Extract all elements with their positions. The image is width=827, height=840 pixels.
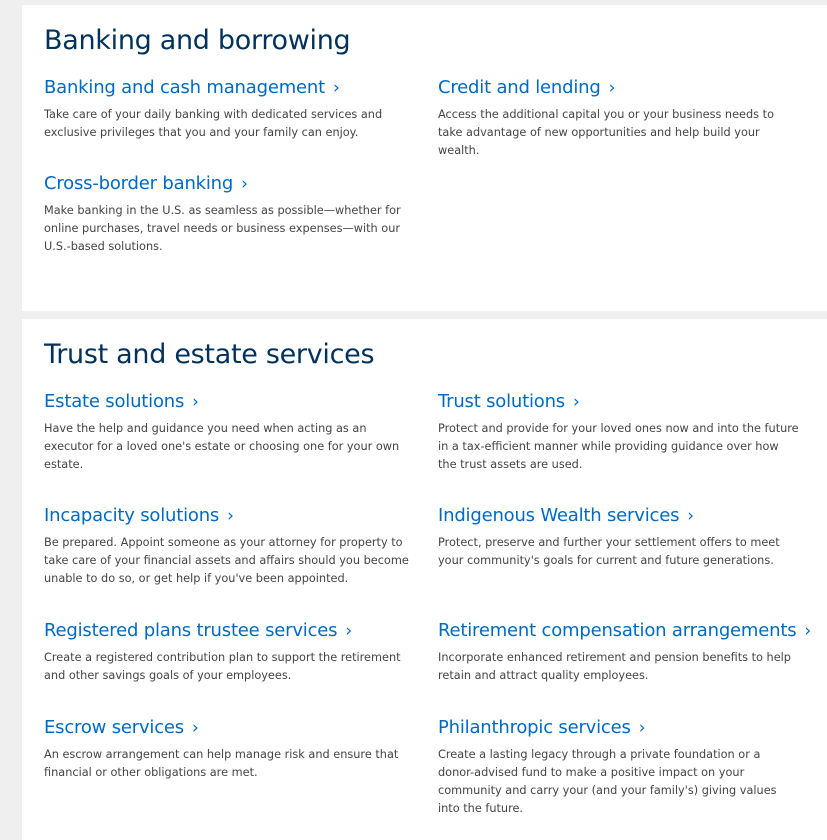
chevron-right-icon: › (608, 78, 616, 98)
cross-border-banking-link[interactable] (44, 173, 248, 195)
trust-item-incapacity-solutions (44, 505, 416, 588)
chevron-right-icon: › (191, 718, 199, 738)
item-description: Take care of your daily banking with dedicated services and exclusive privileges that you and your family can enjoy. (44, 108, 383, 139)
section-title-banking: Banking and borrowing (44, 25, 351, 56)
link-label: Cross-border banking (44, 173, 234, 194)
chevron-right-icon: › (227, 506, 234, 526)
indigenous-wealth-link[interactable] (438, 505, 694, 527)
incapacity-solutions-link[interactable] (44, 505, 234, 527)
chevron-right-icon: › (345, 621, 352, 641)
link-label: Registered plans trustee services (44, 620, 338, 641)
item-description: Have the help and guidance you need when acting as an executor for a loved one's estate or choosing one for your own estate. (44, 422, 400, 471)
link-label: Philanthropic services (438, 717, 631, 738)
item-description: Be prepared. Appoint someone as your attorney for property to take care of your financial assets and affairs should you become unable to do so, or get help if you've been appointed. (44, 536, 409, 585)
trust-item-indigenous-wealth (438, 505, 800, 570)
trust-item-retirement-compensation (438, 620, 811, 685)
item-description: Protect, preserve and further your settlement offers to meet your community's goals for current and future generations. (438, 536, 780, 567)
credit-lending-link[interactable] (438, 77, 615, 99)
item-description: Protect and provide for your loved ones now and into the future in a tax-efficient manner while providing guidance over how the trust assets are used. (438, 422, 799, 471)
trust-solutions-link[interactable] (438, 391, 580, 413)
banking-item-cash-management (44, 77, 416, 142)
chevron-right-icon: › (241, 174, 248, 194)
trust-section (22, 319, 827, 840)
escrow-services-link[interactable] (44, 717, 199, 739)
item-description: Make banking in the U.S. as seamless as possible—whether for online purchases, travel needs or business expenses—with our U.S.-based solutions. (44, 204, 401, 253)
philanthropic-services-link[interactable] (438, 717, 645, 739)
chevron-right-icon: › (687, 506, 694, 526)
banking-cash-management-link[interactable] (44, 77, 340, 99)
item-description: Incorporate enhanced retirement and pension benefits to help retain and attract quality employees. (438, 651, 791, 682)
item-description: Create a registered contribution plan to support the retirement and other savings goals of your employees. (44, 651, 401, 682)
banking-section (22, 5, 827, 311)
estate-solutions-link[interactable] (44, 391, 199, 413)
registered-plans-link[interactable] (44, 620, 352, 642)
link-label: Indigenous Wealth services (438, 505, 680, 526)
link-label: Incapacity solutions (44, 505, 220, 526)
trust-item-escrow-services (44, 717, 416, 782)
link-label: Estate solutions (44, 391, 185, 412)
item-description: Access the additional capital you or your business needs to take advantage of new opportunities and help build your wealth. (438, 108, 774, 157)
chevron-right-icon: › (804, 621, 811, 641)
link-label: Trust solutions (438, 391, 565, 412)
banking-item-credit-lending (438, 77, 800, 160)
trust-item-registered-plans (44, 620, 416, 685)
section-title-trust: Trust and estate services (44, 339, 375, 370)
item-description: An escrow arrangement can help manage risk and ensure that financial or other obligations are met. (44, 748, 399, 779)
trust-item-trust-solutions (438, 391, 800, 474)
link-label: Banking and cash management (44, 77, 325, 98)
item-description: Create a lasting legacy through a private foundation or a donor-advised fund to make a positive impact on your community and carry your (and your family's) giving values into the future. (438, 748, 777, 815)
chevron-right-icon: › (192, 392, 199, 412)
banking-item-cross-border (44, 173, 416, 256)
link-label: Credit and lending (438, 77, 601, 98)
chevron-right-icon: › (638, 718, 646, 738)
link-label: Retirement compensation arrangements (438, 620, 797, 641)
trust-item-estate-solutions (44, 391, 416, 474)
link-label: Escrow services (44, 717, 184, 738)
retirement-compensation-link[interactable] (438, 620, 811, 642)
chevron-right-icon: › (332, 78, 340, 98)
chevron-right-icon: › (572, 392, 580, 412)
trust-item-philanthropic-services (438, 717, 800, 818)
